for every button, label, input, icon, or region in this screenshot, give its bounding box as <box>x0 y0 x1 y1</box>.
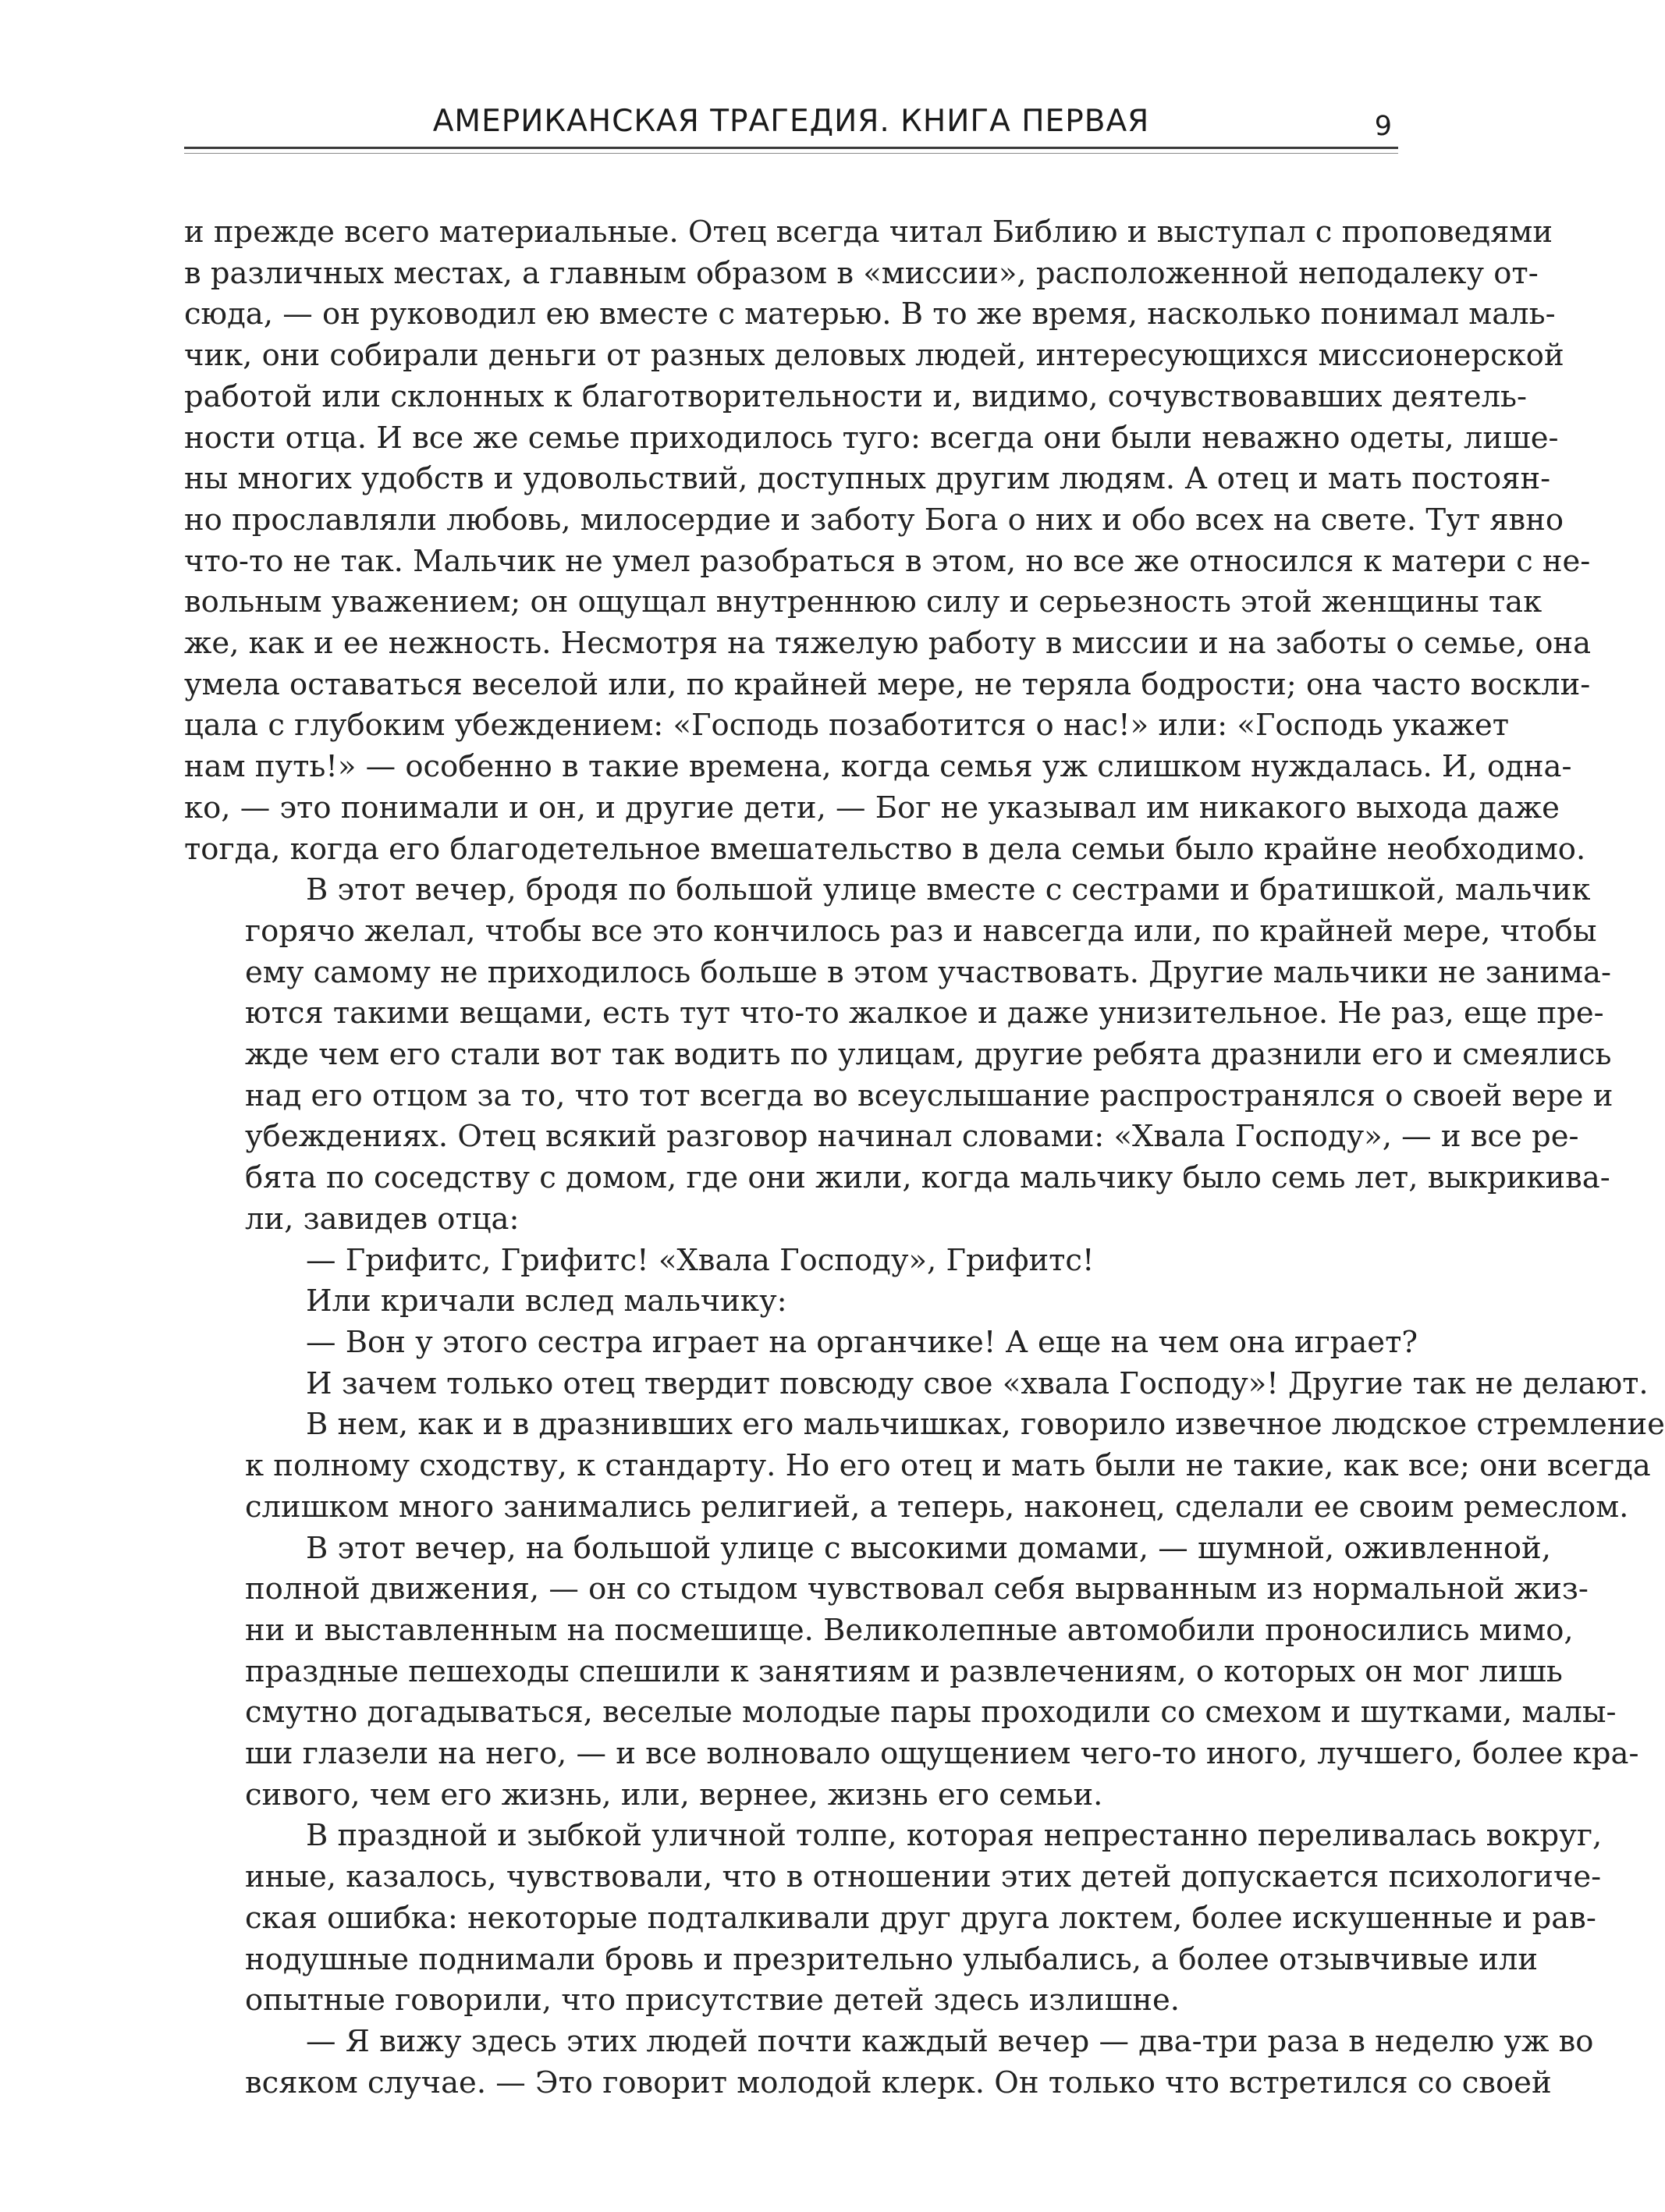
text-line: ности отца. И все же семье приходилось туго: всегда они были неважно одеты, лише- <box>184 420 1559 456</box>
text-line: ши глазели на него, — и все волновало ощущением чего-то иного, лучшего, более кра- <box>245 1736 1639 1772</box>
paragraph <box>184 1529 1639 1816</box>
text-line: нодушные поднимали бровь и презрительно улыбались, а более отзывчивые или <box>245 1941 1539 1977</box>
text-line: — Я вижу здесь этих людей почти каждый вечер — два-три раза в неделю уж во <box>306 2023 1594 2059</box>
text-line: к полному сходству, к стандарту. Но его отец и мать были не такие, как все; они всегда <box>245 1448 1651 1484</box>
body-text <box>184 212 1665 2104</box>
text-line: сюда, — он руководил ею вместе с матерью. В то же время, насколько понимал маль- <box>184 296 1556 332</box>
text-line: убеждениях. Отец всякий разговор начинал словами: «Хвала Господу», — и все ре- <box>245 1119 1579 1155</box>
text-line: ли, завидев отца: <box>245 1201 520 1237</box>
text-line: сивого, чем его жизнь, или, вернее, жизнь его семьи. <box>245 1777 1103 1813</box>
text-line: ко, — это понимали и он, и другие дети, — Бог не указывал им никакого выхода даже <box>184 790 1560 826</box>
text-line: бята по соседству с домом, где они жили, когда мальчику было семь лет, выкрикива- <box>245 1160 1610 1196</box>
text-line: умела оставаться веселой или, по крайней мере, не теряла бодрости; она часто воскли- <box>184 666 1591 702</box>
text-line: горячо желал, чтобы все это кончилось раз и навсегда или, по крайней мере, чтобы <box>245 913 1597 949</box>
header-rule <box>184 147 1398 149</box>
page-number: 9 <box>1374 111 1392 142</box>
paragraph <box>184 1364 1649 1405</box>
text-line: нам путь!» — особенно в такие времена, когда семья уж слишком нуждалась. И, одна- <box>184 749 1572 785</box>
paragraph <box>184 212 1592 870</box>
text-line: вольным уважением; он ощущал внутреннюю силу и серьезность этой женщины так <box>184 584 1543 620</box>
text-line: ская ошибка: некоторые подталкивали друг друга локтем, более искушенные и рав- <box>245 1900 1596 1936</box>
text-line: работой или склонных к благотворительности и, видимо, сочувствовавших деятель- <box>184 378 1527 414</box>
paragraph <box>184 1241 1398 1282</box>
text-line: Или кричали вслед мальчику: <box>306 1284 787 1319</box>
text-line: слишком много занимались религией, а теперь, наконец, сделали ее своим ремеслом. <box>245 1489 1629 1525</box>
text-line: ны многих удобств и удовольствий, доступных другим людям. А отец и мать постоян- <box>184 461 1551 497</box>
text-line: полной движения, — он со стыдом чувствовал себя вырванным из нормальной жиз- <box>245 1571 1589 1607</box>
header-rule-thin <box>184 153 1398 154</box>
text-line: В этот вечер, бродя по большой улице вместе с сестрами и братишкой, мальчик <box>306 872 1591 908</box>
text-line: тогда, когда его благодетельное вмешательство в дела семьи было крайне необходимо. <box>184 831 1586 867</box>
paragraph <box>184 1281 1398 1323</box>
text-line: — Грифитс, Грифитс! «Хвала Господу», Грифитс! <box>306 1242 1095 1278</box>
text-line: ни и выставленным на посмешище. Великолепные автомобили проносились мимо, <box>245 1612 1574 1648</box>
text-line: жде чем его стали вот так водить по улицам, другие ребята дразнили его и смеялись <box>245 1037 1612 1073</box>
text-line: всяком случае. — Это говорит молодой клерк. Он только что встретился со своей <box>245 2065 1552 2100</box>
paragraph <box>184 870 1614 1240</box>
text-line: ему самому не приходилось больше в этом участвовать. Другие мальчики не занима- <box>245 954 1611 990</box>
paragraph <box>184 1816 1603 2022</box>
text-line: праздные пешеходы спешили к занятиям и развлечениям, о которых он мог лишь <box>245 1653 1563 1689</box>
text-line: И зачем только отец твердит повсюду свое «хвала Господу»! Другие так не делают. <box>306 1365 1649 1401</box>
paragraph <box>184 1323 1418 1364</box>
paragraph <box>184 2022 1594 2104</box>
text-line: чик, они собирали деньги от разных деловых людей, интересующихся миссионерской <box>184 338 1564 374</box>
text-line: же, как и ее нежность. Несмотря на тяжелую работу в миссии и на заботы о семье, она <box>184 626 1592 662</box>
text-line: ются такими вещами, есть тут что-то жалкое и даже унизительное. Не раз, еще пре- <box>245 996 1604 1031</box>
text-line: над его отцом за то, что тот всегда во всеуслышание распространялся о своей вере и <box>245 1078 1614 1113</box>
text-line: В этот вечер, на большой улице с высокими домами, — шумной, оживленной, <box>306 1530 1551 1566</box>
text-line: и прежде всего материальные. Отец всегда читал Библию и выступал с проповедями <box>184 215 1553 250</box>
text-line: В нем, как и в дразнивших его мальчишках, говорило извечное людское стремление <box>306 1407 1665 1443</box>
text-line: — Вон у этого сестра играет на органчике! А еще на чем она играет? <box>306 1324 1418 1360</box>
text-line: В праздной и зыбкой уличной толпе, которая непрестанно переливалась вокруг, <box>306 1818 1603 1854</box>
text-line: но прославляли любовь, милосердие и заботу Бога о них и обо всех на свете. Тут явно <box>184 502 1564 538</box>
running-head <box>184 100 1398 150</box>
paragraph <box>184 1404 1665 1528</box>
text-line: в различных местах, а главным образом в «миссии», расположенной неподалеку от- <box>184 255 1539 291</box>
text-line: что-то не так. Мальчик не умел разобраться в этом, но все же относился к матери с не- <box>184 543 1591 579</box>
text-line: цала с глубоким убеждением: «Господь позаботится о нас!» или: «Господь укажет <box>184 708 1510 744</box>
running-title: АМЕРИКАНСКАЯ ТРАГЕДИЯ. КНИГА ПЕРВАЯ <box>432 104 1150 139</box>
text-line: смутно догадываться, веселые молодые пары проходили со смехом и шутками, малы- <box>245 1695 1617 1731</box>
text-line: опытные говорили, что присутствие детей здесь излишне. <box>245 1983 1180 2018</box>
text-line: иные, казалось, чувствовали, что в отношении этих детей допускается психологиче- <box>245 1859 1602 1895</box>
